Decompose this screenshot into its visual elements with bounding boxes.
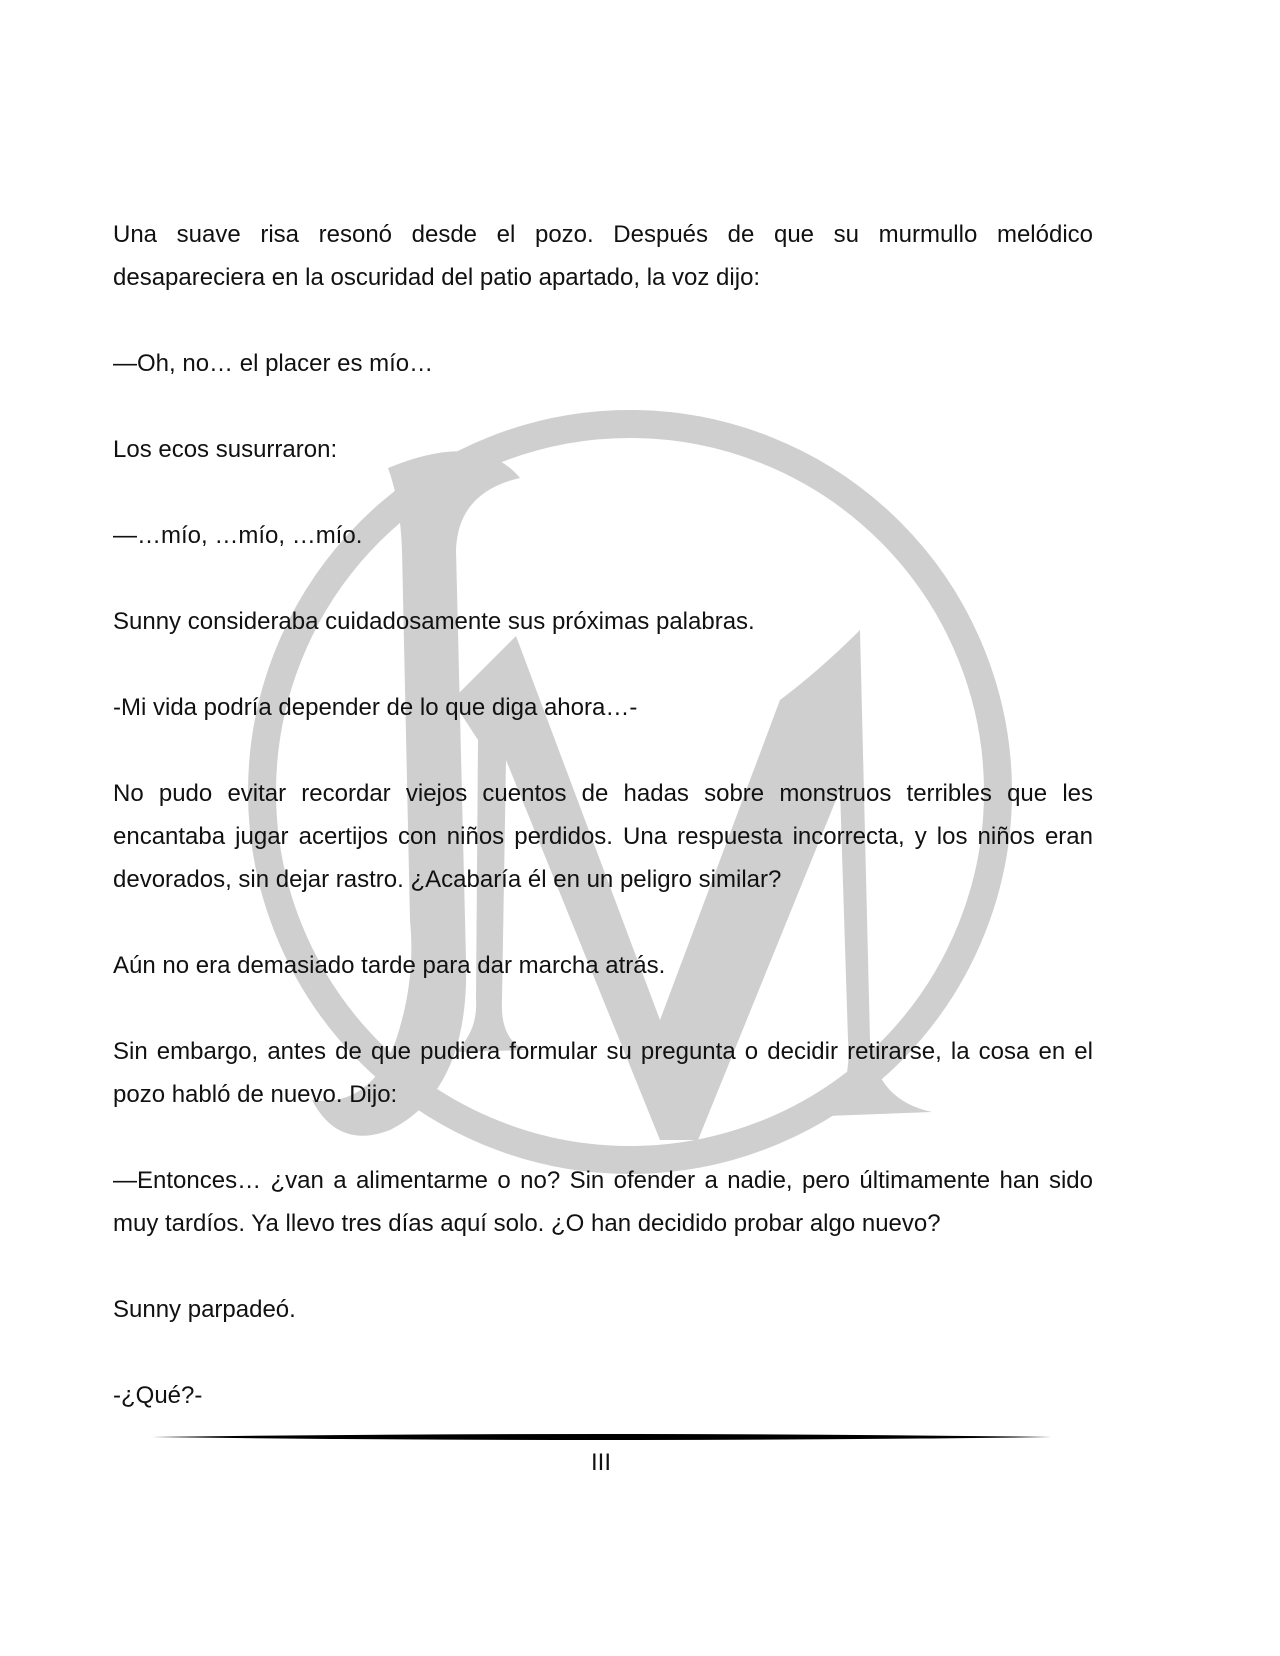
- paragraph: -¿Qué?-: [113, 1382, 203, 1409]
- paragraph: Sin embargo, antes de que pudiera formular su pregunta o decidir retirarse, la cosa en el pozo habló de nuevo. Dijo:: [113, 1038, 1093, 1108]
- paragraph: Aún no era demasiado tarde para dar marcha atrás.: [113, 952, 666, 979]
- paragraph: Sunny parpadeó.: [113, 1296, 296, 1323]
- paragraph: Sunny consideraba cuidadosamente sus próximas palabras.: [113, 608, 755, 635]
- paragraph: -Mi vida podría depender de lo que diga ahora…-: [113, 694, 638, 721]
- paragraph: No pudo evitar recordar viejos cuentos de hadas sobre monstruos terribles que les encantaba jugar acertijos con niños perdidos. Una respuesta incorrecta, y los niños eran devorados, sin dejar rastro. ¿Acabaría él en un peligro similar?: [113, 780, 1093, 893]
- footer-divider: [152, 1432, 1052, 1442]
- paragraph: —Entonces… ¿van a alimentarme o no? Sin ofender a nadie, pero últimamente han sido muy tardíos. Ya llevo tres días aquí solo. ¿O han decidido probar algo nuevo?: [113, 1167, 1093, 1237]
- paragraph: Los ecos susurraron:: [113, 436, 338, 463]
- paragraph: Una suave risa resonó desde el pozo. Después de que su murmullo melódico desapareciera en la oscuridad del patio apartado, la voz dijo:: [113, 221, 1093, 291]
- paragraph: —Oh, no… el placer es mío…: [113, 350, 434, 377]
- page-number: III: [590, 1449, 611, 1476]
- page-body: [113, 213, 1093, 1417]
- paragraph: —…mío, …mío, …mío.: [113, 522, 363, 549]
